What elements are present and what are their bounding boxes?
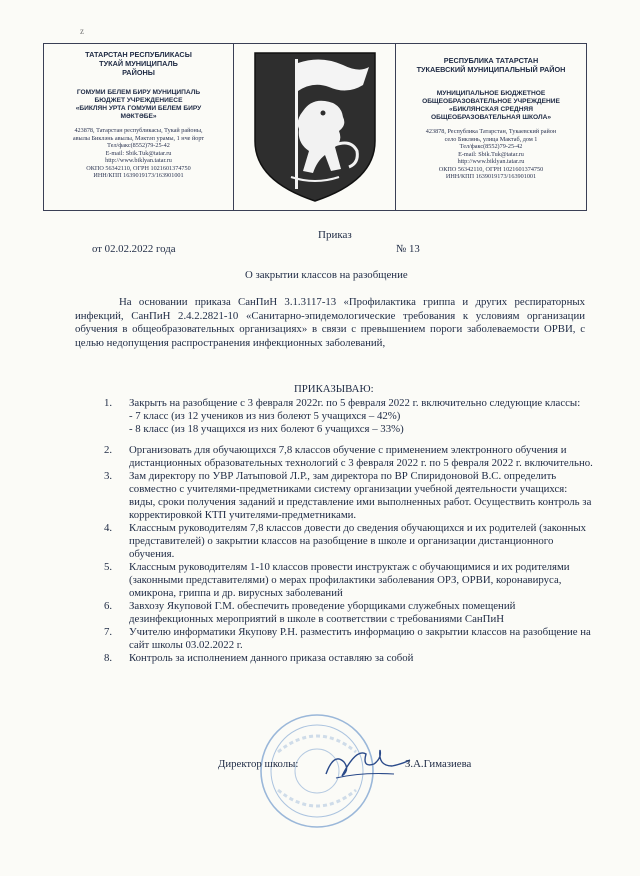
order-preamble: На основании приказа СанПиН 3.1.3117-13 «Профилактика гриппа и других респираторных инфекций, СанПиН 2.4.2.2821-10 «Санитарно-эпидемологические требования к условиям организации обучения в общеобразовательных организациях» в связи с превышением пороги заболеваемости ОРВИ, с целью недопущения распространения инфекционных заболеваний, [75,296,585,349]
order-item-6 [104,600,594,626]
order-item-number: 6. [104,600,113,612]
order-item-text: Классным руководителям 7,8 классов довести до сведения обучающихся и их родителей (законных представителей) о закрытии классов на разобщение в школе и организации дистанционного обучения. [129,522,587,560]
order-item-subline: - 8 класс (из 18 учащихся из них болеют 6 учащихся – 33%) [129,423,404,435]
order-number: № 13 [396,243,420,255]
order-item-number: 1. [104,397,113,409]
letterhead [43,43,587,211]
order-item-2 [104,444,594,470]
orders-heading: ПРИКАЗЫВАЮ: [294,383,374,395]
director-signature [322,744,414,782]
order-item-4 [104,522,594,561]
order-item-5 [104,561,594,600]
letterhead-left-org: ГОМУМИ БЕЛЕМ БИРУ МУНИЦИПАЛЬ БЮДЖЕТ УЧРЕЖДЕНИЕСЕ «БИКЛЯН УРТА ГОМУМИ БЕЛЕМ БИРУ МӘКТӘБЕ» [75,89,202,120]
scan-mark: z [80,26,84,36]
letterhead-left [44,44,234,210]
letterhead-left-contacts: 423878, Татарстан республикасы, Тукай районы, авылы Бикләнь авылы, Мәктәп урамы, 1 нче йорт Тел/факс(8552)79-25-42 E-mail: Sbik.Tuk@tatar.ru http://www.biklyan.tatar.ru ОКПО 56342110, ОГРН 1021601374750 ИНН/КПП 1639019173/163901001 [72,127,205,179]
order-item-subline: - 7 класс (из 12 учеников из низ болеют 5 учащихся – 42%) [129,410,401,422]
document-type: Приказ [318,229,352,241]
order-items [104,397,594,665]
letterhead-right-contacts: 423878, Республика Татарстан, Тукаевский район село Биклянь, улица Мактаб, дом 1 Тел/факс(8552)79-25-42 E-mail: Sbik.Tuk@tatar.ru http://www.biklyan.tatar.ru ОКПО 56342110, ОГРН 1021601374750 ИНН/КПП 1639019173/163901001 [425,128,557,180]
signer-name: З.А.Гимазиева [405,758,472,770]
letterhead-right-org: МУНИЦИПАЛЬНОЕ БЮДЖЕТНОЕ ОБЩЕОБРАЗОВАТЕЛЬНОЕ УЧРЕЖДЕНИЕ «БИКЛЯНСКАЯ СРЕДНЯЯ ОБЩЕОБРАЗОВАТЕЛЬНАЯ ШКОЛА» [422,90,560,121]
order-item-number: 8. [104,652,113,664]
order-item-1 [104,397,594,436]
order-item-text: Закрыть на разобщение с 3 февраля 2022г. по 5 февраля 2022 г. включительно следующие классы: [129,397,581,409]
order-item-text: Завхозу Якуповой Г.М. обеспечить проведение уборщиками служебных помещений дезинфекционных мероприятий в школе в соответствии с требованиями СанПиН [129,600,516,625]
order-item-text: Классным руководителям 1-10 классов провести инструктаж с обучающимися и их родителями (законными представителями) о мерах профилактики заболевания ОРЗ, ОРВИ, коронавируса, омикрона, гриппа и др. вирусных заболеваний [129,561,570,599]
order-item-text: Контроль за исполнением данного приказа оставляю за собой [129,652,414,664]
letterhead-right-title: РЕСПУБЛИКА ТАТАРСТАН ТУКАЕВСКИЙ МУНИЦИПАЛЬНЫЙ РАЙОН [416,56,566,74]
coat-of-arms-icon [251,51,379,203]
order-subject: О закрытии классов на разобщение [245,269,408,281]
order-item-text: Зам директору по УВР Латыповой Л.Р., зам директора по ВР Спиридоновой В.С. определить совместно с учителями-предметниками систему организации учебной деятельности учащихся: виды, сроки получения заданий и представление ими выполненных работ. Осуществить контроль за корректировкой КТП учителями-предметниками. [129,470,592,521]
order-item-text: Учителю информатики Якупову Р.Н. разместить информацию о закрытии классов на разобщение на сайт школы 03.02.2022 г. [129,626,591,651]
order-item-number: 5. [104,561,113,573]
order-item-7 [104,626,594,652]
order-item-text: Организовать для обучающихся 7,8 классов обучение с применением электронного обучения и дистанционных образовательных технологий с 3 февраля 2022 г. по 5 февраля 2022 г. включительно. [129,444,593,469]
order-item-number: 4. [104,522,113,534]
order-date: от 02.02.2022 года [92,243,176,255]
order-item-3 [104,470,594,522]
signature-title: Директор школы: [218,758,299,770]
letterhead-emblem-cell [234,44,396,210]
order-item-number: 3. [104,470,113,482]
letterhead-right [396,44,586,210]
order-item-8 [104,652,594,665]
letterhead-left-title: ТАТАРСТАН РЕСПУБЛИКАСЫ ТУКАЙ МУНИЦИПАЛЬ РАЙОНЫ [85,50,192,77]
order-item-number: 7. [104,626,113,638]
order-item-number: 2. [104,444,113,456]
